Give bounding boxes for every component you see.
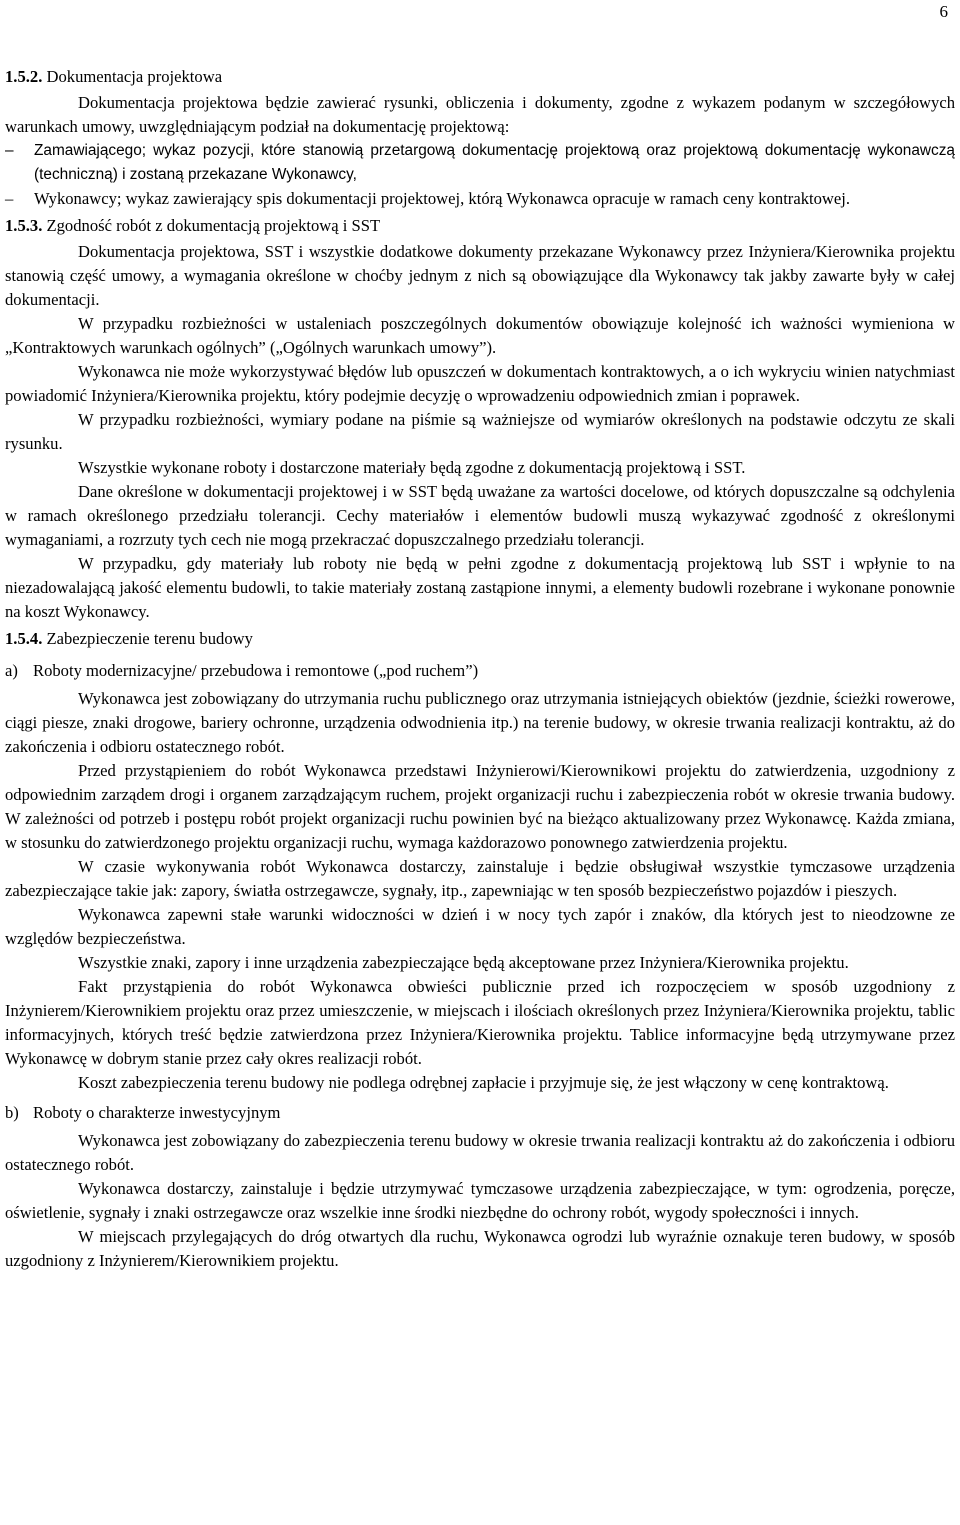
paragraph: Dokumentacja projektowa będzie zawierać rysunki, obliczenia i dokumenty, zgodne z wykazem podanym w szczegółowych warunkach umowy, uwzględniającym podział na dokumentację projektową: <box>5 93 955 136</box>
dash-bullet: – <box>5 189 14 208</box>
paragraph: Dane określone w dokumentacji projektowej i w SST będą uważane za wartości docelowe, od których dopuszczalne są odchylenia w ramach określonego przedziału tolerancji. Cechy materiałów i elementów budowli muszą wykazywać zgodność z określonymi wymaganiami, a rozrzuty tych cech nie mogą przekraczać dopuszczalnego przedziału tolerancji. <box>5 482 955 549</box>
paragraph: Wykonawca nie może wykorzystywać błędów lub opuszczeń w dokumentach kontraktowych, a o ich wykryciu winien natychmiast powiadomić Inżyniera/Kierownika projektu, który podejmie decyzję o wprowadzeniu odpowiednich zmian i poprawek. <box>5 362 955 405</box>
section-heading <box>5 62 955 91</box>
section-1-5-4 <box>5 624 955 1273</box>
dash-bullet: – <box>5 142 14 159</box>
section-title: Dokumentacja projektowa <box>46 67 223 86</box>
paragraph: Wykonawca jest zobowiązany do zabezpieczenia terenu budowy w okresie trwania realizacji kontraktu aż do zakończenia i odbioru ostatecznego robót. <box>5 1131 955 1174</box>
page-number: 6 <box>939 2 948 21</box>
paragraph: W przypadku, gdy materiały lub roboty nie będą w pełni zgodne z dokumentacją projektową lub SST i wpłynie to na niezadowalającą jakość elementu budowli, to takie materiały zostaną zastąpione innymi, a elementy budowli rozebrane i wykonane ponownie na koszt Wykonawcy. <box>5 554 955 621</box>
section-1-5-2 <box>5 62 955 211</box>
paragraph: Dokumentacja projektowa, SST i wszystkie dodatkowe dokumenty przekazane Wykonawcy przez Inżyniera/Kierownika projektu stanowią część umowy, a wymagania określone w choćby jednym z nich są obowiązujące dla Wykonawcy tak jakby zawarte były w całej dokumentacji. <box>5 242 955 309</box>
subsection-heading-b <box>5 1101 955 1125</box>
paragraph: W przypadku rozbieżności, wymiary podane na piśmie są ważniejsze od wymiarów określonych na podstawie odczytu ze skali rysunku. <box>5 410 955 453</box>
paragraph: Wszystkie wykonane roboty i dostarczone materiały będą zgodne z dokumentacją projektową i SST. <box>78 458 746 477</box>
document-body <box>5 62 955 1273</box>
section-title: Zabezpieczenie terenu budowy <box>46 629 253 648</box>
subsection-title: Roboty modernizacyjne/ przebudowa i remontowe („pod ruchem”) <box>33 661 479 680</box>
subsection-letter: a) <box>5 661 18 680</box>
list-item-text: Zamawiającego; wykaz pozycji, które stanowią przetargową dokumentację projektową oraz projektową dokumentację wykonawczą (techniczną) i zostaną przekazane Wykonawcy, <box>34 142 955 183</box>
paragraph: Przed przystąpieniem do robót Wykonawca przedstawi Inżynierowi/Kierownikowi projektu do zatwierdzenia, uzgodniony z odpowiednim zarządem drogi i organem zarządzającym ruchem, projekt organizacji ruchu i zabezpieczenia robót w okresie trwania budowy. W zależności od potrzeb i postępu robót projekt organizacji ruchu powinien być na bieżąco aktualizowany przez Wykonawcę. Każda zmiana, w stosunku do zatwierdzonego projektu organizacji ruchu, wymaga każdorazowo ponownego zatwierdzenia projektu. <box>5 761 955 852</box>
section-title: Zgodność robót z dokumentacją projektową i SST <box>46 216 381 235</box>
subsection-heading-a <box>5 659 955 683</box>
paragraph: W miejscach przylegających do dróg otwartych dla ruchu, Wykonawca ogrodzi lub wyraźnie oznakuje teren budowy, w sposób uzgodniony z Inżynierem/Kierownikiem projektu. <box>5 1227 955 1270</box>
section-number: 1.5.4. <box>5 629 43 648</box>
section-heading <box>5 624 955 653</box>
subsection-letter: b) <box>5 1103 19 1122</box>
paragraph: W przypadku rozbieżności w ustaleniach poszczególnych dokumentów obowiązuje kolejność ich ważności wymieniona w „Kontraktowych warunkach ogólnych” („Ogólnych warunkach umowy”). <box>5 314 955 357</box>
list-item-text: Wykonawcy; wykaz zawierający spis dokumentacji projektowej, którą Wykonawca opracuje w ramach ceny kontraktowej. <box>34 189 851 208</box>
section-number: 1.5.2. <box>5 67 43 86</box>
list-item <box>5 187 955 211</box>
section-number: 1.5.3. <box>5 216 43 235</box>
paragraph: Wykonawca zapewni stałe warunki widoczności w dzień i w nocy tych zapór i znaków, dla których jest to nieodzowne ze względów bezpieczeństwa. <box>5 905 955 948</box>
paragraph: Koszt zabezpieczenia terenu budowy nie podlega odrębnej zapłacie i przyjmuje się, że jest włączony w cenę kontraktową. <box>78 1073 889 1092</box>
list-item <box>5 139 955 187</box>
paragraph: W czasie wykonywania robót Wykonawca dostarczy, zainstaluje i będzie obsługiwał wszystkie tymczasowe urządzenia zabezpieczające takie jak: zapory, światła ostrzegawcze, sygnały, itp., zapewniając w ten sposób bezpieczeństwo pojazdów i pieszych. <box>5 857 955 900</box>
paragraph: Fakt przystąpienia do robót Wykonawca obwieści publicznie przed ich rozpoczęciem w sposób uzgodniony z Inżynierem/Kierownikiem projektu oraz przez umieszczenie, w miejscach i ilościach określonych przez Inżyniera/Kierownika projektu, tablic informacyjnych, których treść będzie zatwierdzona przez Inżyniera/Kierownika projektu. Tablice informacyjne będą utrzymywane przez Wykonawcę w dobrym stanie przez cały okres realizacji robót. <box>5 977 955 1068</box>
paragraph: Wszystkie znaki, zapory i inne urządzenia zabezpieczające będą akceptowane przez Inżyniera/Kierownika projektu. <box>78 953 849 972</box>
section-1-5-3 <box>5 211 955 624</box>
paragraph: Wykonawca jest zobowiązany do utrzymania ruchu publicznego oraz utrzymania istniejących obiektów (jezdnie, ścieżki rowerowe, ciągi piesze, znaki drogowe, bariery ochronne, urządzenia odwodnienia itp.) na terenie budowy, w okresie trwania realizacji kontraktu, aż do zakończenia i odbioru ostatecznego robót. <box>5 689 955 756</box>
subsection-title: Roboty o charakterze inwestycyjnym <box>33 1103 281 1122</box>
paragraph: Wykonawca dostarczy, zainstaluje i będzie utrzymywać tymczasowe urządzenia zabezpieczające, w tym: ogrodzenia, poręcze, oświetlenie, sygnały i znaki ostrzegawcze oraz wszelkie inne środki niezbędne do ochrony robót, wygody społeczności i innych. <box>5 1179 955 1222</box>
section-heading <box>5 211 955 240</box>
